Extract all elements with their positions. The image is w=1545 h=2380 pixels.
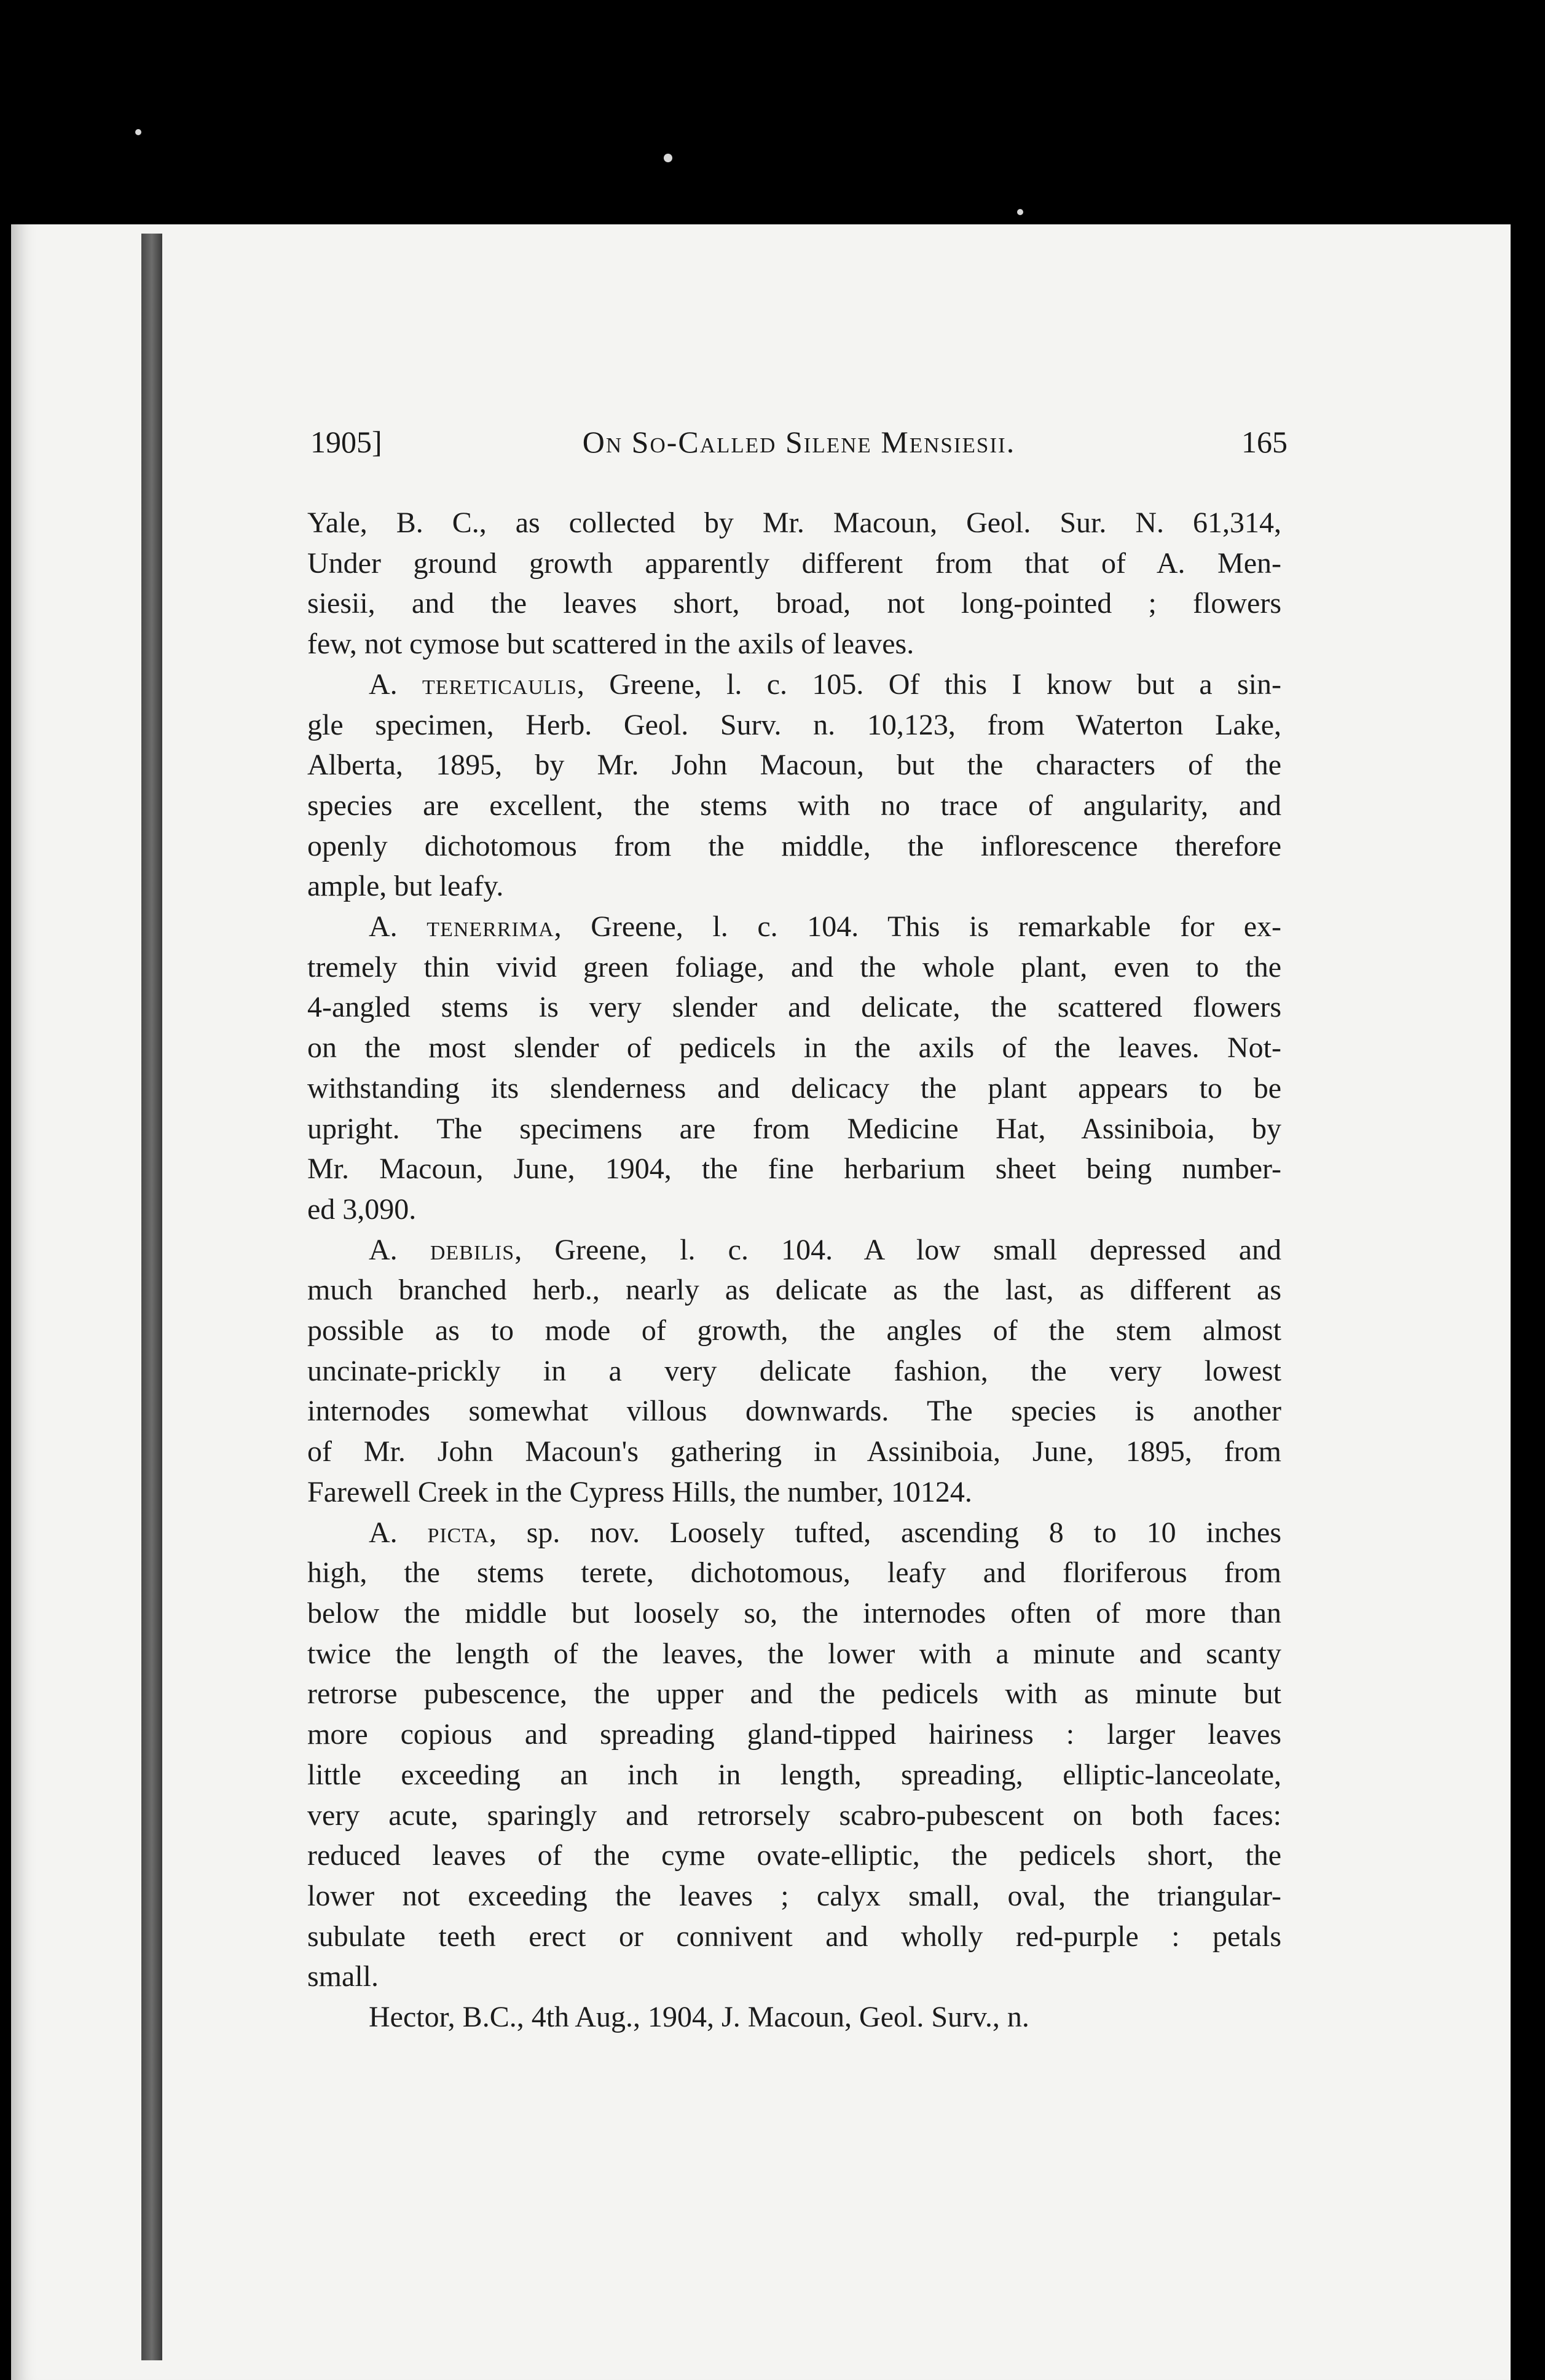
line-text: uncinate-prickly in a very delicate fashion, the very lowest: [307, 1354, 1281, 1387]
line-text: , Greene, l. c. 104. A low small depressed and: [514, 1233, 1281, 1266]
line-text: reduced leaves of the cyme ovate-elliptic, the pedicels short, the: [307, 1839, 1281, 1872]
line-text: more copious and spreading gland-tipped hairiness : larger leaves: [307, 1718, 1281, 1751]
running-head-year: 1905]: [310, 425, 382, 459]
text-line: [307, 1513, 1281, 1553]
text-line: [307, 1028, 1281, 1068]
text-line: [307, 1351, 1281, 1392]
text-line: [307, 664, 1281, 705]
line-text: little exceeding an inch in length, spreading, elliptic-lanceolate,: [307, 1758, 1281, 1791]
text-line: [307, 1230, 1281, 1271]
line-text: Hector, B.C., 4th Aug., 1904, J. Macoun, Geol. Surv., n.: [369, 2001, 1029, 2034]
line-text: , Greene, l. c. 105. Of this I know but a sin-: [576, 668, 1281, 701]
line-text: openly dichotomous from the middle, the inflorescence therefore: [307, 829, 1281, 862]
line-text: retrorse pubescence, the upper and the pedicels with as minute but: [307, 1677, 1281, 1711]
line-text: very acute, sparingly and retrorsely scabro-pubescent on both faces:: [307, 1799, 1281, 1832]
text-line: [307, 1714, 1281, 1755]
line-text: much branched herb., nearly as delicate as the last, as different as: [307, 1274, 1281, 1307]
line-text: internodes somewhat villous downwards. The species is another: [307, 1395, 1281, 1428]
text-line: [307, 907, 1281, 947]
text-line: [307, 1755, 1281, 1795]
text-line: [307, 1795, 1281, 1836]
text-line: [307, 1310, 1281, 1351]
running-head: [310, 424, 1288, 467]
species-name: picta: [427, 1516, 489, 1549]
page-number: 165: [1241, 425, 1288, 459]
line-text: upright. The specimens are from Medicine Hat, Assiniboia, by: [307, 1112, 1281, 1145]
text-line: [307, 1997, 1281, 2038]
text-line: [307, 1109, 1281, 1149]
text-line: [307, 543, 1281, 584]
line-text: subulate teeth erect or connivent and wholly red-purple : petals: [307, 1920, 1281, 1953]
line-text: below the middle but loosely so, the internodes often of more than: [307, 1596, 1281, 1629]
line-text: lower not exceeding the leaves ; calyx small, oval, the triangular-: [307, 1879, 1281, 1912]
running-head-title: On So-Called Silene Mensiesii.: [582, 425, 1016, 459]
line-text: possible as to mode of growth, the angles of the stem almost: [307, 1314, 1281, 1347]
species-name: tereticaulis: [422, 668, 577, 701]
text-line: [307, 1068, 1281, 1109]
text-line: [307, 1270, 1281, 1310]
line-text: Mr. Macoun, June, 1904, the fine herbarium sheet being number-: [307, 1153, 1281, 1186]
line-text: tremely thin vivid green foliage, and the whole plant, even to the: [307, 950, 1281, 983]
genus-abbrev: A.: [369, 668, 422, 701]
species-name: debilis: [430, 1233, 515, 1266]
text-line: [307, 1674, 1281, 1714]
binding-edge: [141, 234, 162, 2360]
line-text: of Mr. John Macoun's gathering in Assiniboia, June, 1895, from: [307, 1435, 1281, 1468]
text-line: [307, 1391, 1281, 1432]
text-line: [307, 1634, 1281, 1674]
body-text: [307, 503, 1281, 2038]
line-text: species are excellent, the stems with no trace of angularity, and: [307, 789, 1281, 822]
text-line: [307, 947, 1281, 988]
dust-speck: [664, 154, 672, 162]
text-line: [307, 1472, 1281, 1513]
line-text: Under ground growth apparently different from that of A. Men-: [307, 546, 1281, 580]
line-text: , sp. nov. Loosely tufted, ascending 8 to 10 inches: [489, 1516, 1281, 1549]
text-line: [307, 826, 1281, 867]
line-text: Farewell Creek in the Cypress Hills, the number, 10124.: [307, 1475, 972, 1508]
text-line: [307, 1189, 1281, 1230]
text-line: [307, 1956, 1281, 1997]
line-text: on the most slender of pedicels in the axils of the leaves. Not-: [307, 1031, 1281, 1065]
text-line: [307, 1553, 1281, 1593]
dust-speck: [135, 129, 141, 135]
genus-abbrev: A.: [369, 1233, 430, 1266]
text-line: [307, 745, 1281, 786]
line-text: 4-angled stems is very slender and delicate, the scattered flowers: [307, 991, 1281, 1024]
line-text: gle specimen, Herb. Geol. Surv. n. 10,123, from Waterton Lake,: [307, 708, 1281, 741]
text-line: [307, 705, 1281, 746]
line-text: high, the stems terete, dichotomous, leafy and floriferous from: [307, 1556, 1281, 1590]
text-line: [307, 987, 1281, 1028]
text-line: [307, 503, 1281, 543]
line-text: Alberta, 1895, by Mr. John Macoun, but the characters of the: [307, 749, 1281, 782]
dust-speck: [1017, 209, 1023, 215]
line-text: withstanding its slenderness and delicacy the plant appears to be: [307, 1071, 1281, 1105]
genus-abbrev: A.: [369, 910, 427, 944]
genus-abbrev: A.: [369, 1516, 428, 1549]
line-text: small.: [307, 1960, 379, 1993]
text-line: [307, 1149, 1281, 1189]
text-line: [307, 583, 1281, 624]
text-line: [307, 786, 1281, 826]
text-line: [307, 1432, 1281, 1472]
line-text: , Greene, l. c. 104. This is remarkable for ex-: [554, 910, 1281, 944]
line-text: twice the length of the leaves, the lower with a minute and scanty: [307, 1637, 1281, 1670]
line-text: few, not cymose but scattered in the axils of leaves.: [307, 628, 914, 661]
line-text: Yale, B. C., as collected by Mr. Macoun, Geol. Sur. N. 61,314,: [307, 506, 1281, 539]
text-line: [307, 1917, 1281, 1957]
line-text: ample, but leafy.: [307, 870, 504, 903]
text-line: [307, 1835, 1281, 1876]
line-text: siesii, and the leaves short, broad, not long-pointed ; flowers: [307, 587, 1281, 620]
line-text: ed 3,090.: [307, 1192, 417, 1226]
species-name: tenerrima: [427, 910, 554, 944]
text-line: [307, 1593, 1281, 1634]
text-line: [307, 866, 1281, 907]
text-line: [307, 624, 1281, 664]
text-line: [307, 1876, 1281, 1917]
